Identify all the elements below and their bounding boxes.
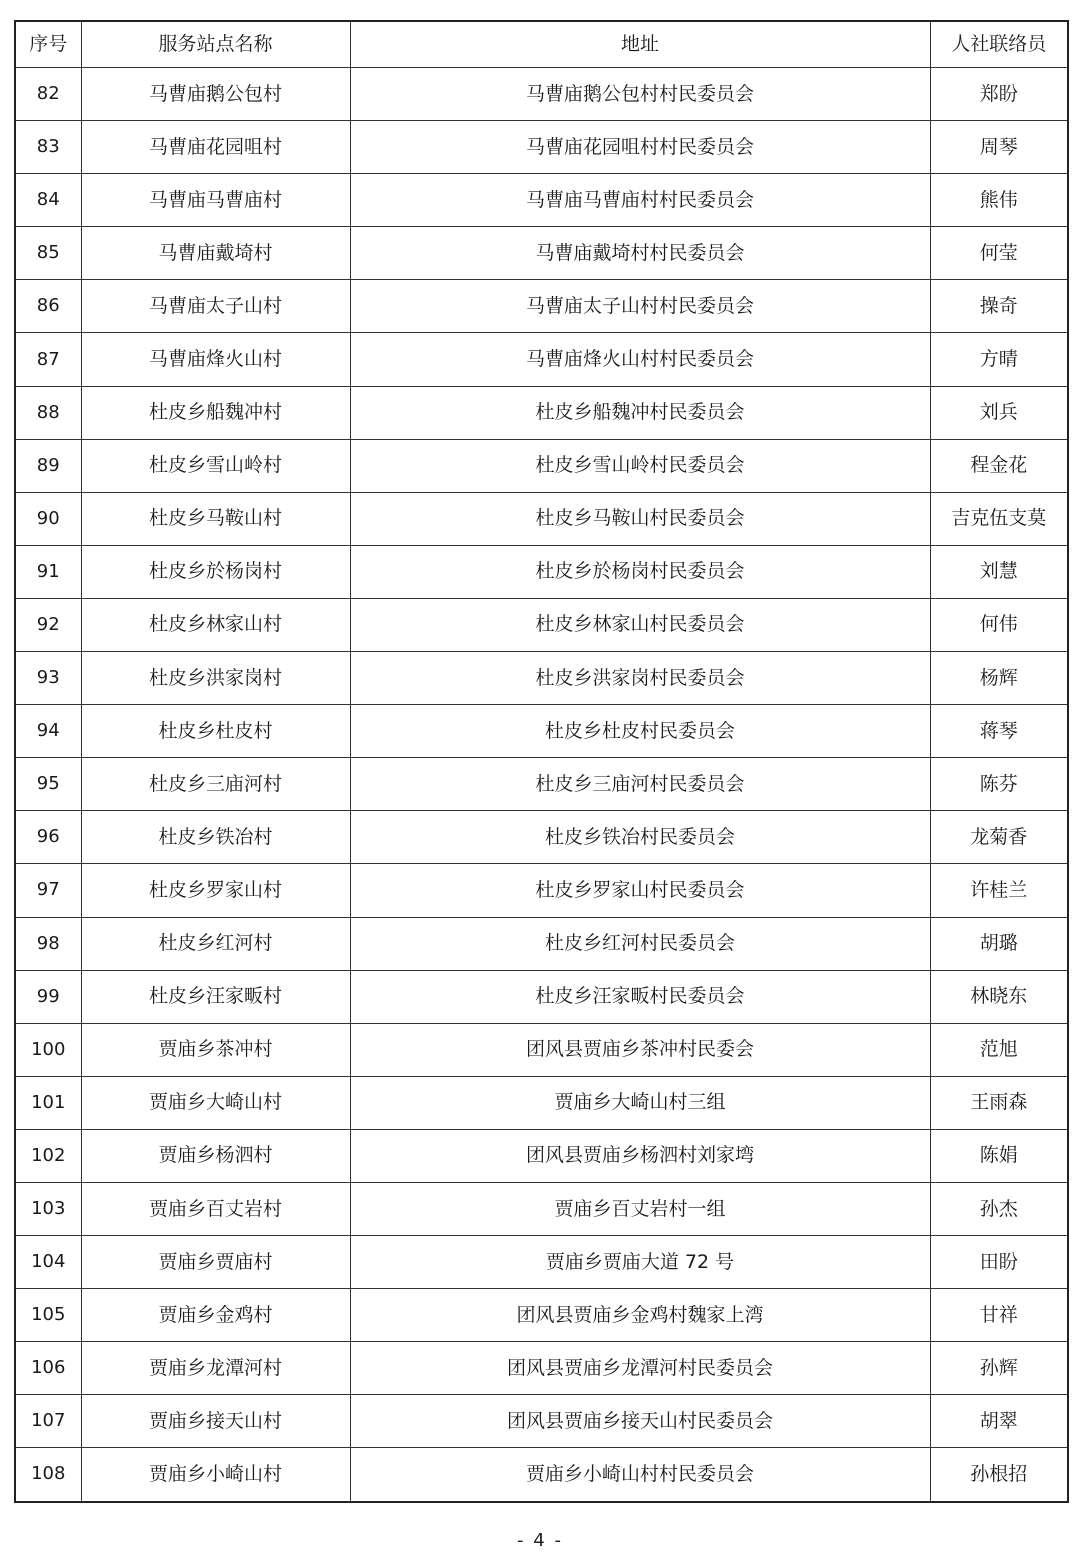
cell-station-name: 杜皮乡船魏冲村 (81, 386, 350, 439)
cell-address: 杜皮乡杜皮村民委员会 (350, 705, 930, 758)
cell-num: 92 (15, 598, 81, 651)
cell-num: 90 (15, 492, 81, 545)
cell-station-name: 马曹庙马曹庙村 (81, 174, 350, 227)
cell-address: 团风县贾庙乡杨泗村刘家塆 (350, 1129, 930, 1182)
cell-contact: 孙根招 (930, 1448, 1068, 1502)
cell-contact: 陈芬 (930, 758, 1068, 811)
table-row (15, 1448, 1068, 1502)
cell-contact: 孙杰 (930, 1182, 1068, 1235)
cell-station-name: 贾庙乡接天山村 (81, 1395, 350, 1448)
cell-contact: 王雨森 (930, 1076, 1068, 1129)
table-row (15, 121, 1068, 174)
cell-num: 101 (15, 1076, 81, 1129)
cell-station-name: 贾庙乡龙潭河村 (81, 1342, 350, 1395)
header-address: 地址 (350, 21, 930, 68)
cell-address: 贾庙乡大崎山村三组 (350, 1076, 930, 1129)
cell-address: 杜皮乡林家山村民委员会 (350, 598, 930, 651)
table-row (15, 864, 1068, 917)
cell-num: 108 (15, 1448, 81, 1502)
cell-address: 杜皮乡红河村民委员会 (350, 917, 930, 970)
table-row (15, 1342, 1068, 1395)
cell-num: 82 (15, 68, 81, 121)
cell-station-name: 杜皮乡杜皮村 (81, 705, 350, 758)
cell-contact: 孙辉 (930, 1342, 1068, 1395)
cell-num: 102 (15, 1129, 81, 1182)
cell-contact: 甘祥 (930, 1289, 1068, 1342)
table-row (15, 758, 1068, 811)
page-number: - 4 - (517, 1530, 563, 1551)
cell-num: 89 (15, 439, 81, 492)
table-row (15, 1023, 1068, 1076)
cell-contact: 林晓东 (930, 970, 1068, 1023)
cell-address: 杜皮乡洪家岗村民委员会 (350, 652, 930, 705)
cell-address: 杜皮乡马鞍山村民委员会 (350, 492, 930, 545)
table-body (15, 68, 1068, 1502)
cell-address: 杜皮乡船魏冲村民委员会 (350, 386, 930, 439)
table-row (15, 68, 1068, 121)
table-row (15, 1289, 1068, 1342)
cell-address: 贾庙乡百丈岩村一组 (350, 1182, 930, 1235)
table-row (15, 652, 1068, 705)
cell-num: 100 (15, 1023, 81, 1076)
cell-num: 99 (15, 970, 81, 1023)
table-row (15, 386, 1068, 439)
cell-contact: 龙菊香 (930, 811, 1068, 864)
header-num: 序号 (15, 21, 81, 68)
cell-station-name: 杜皮乡铁冶村 (81, 811, 350, 864)
cell-contact: 何伟 (930, 598, 1068, 651)
table-row (15, 1236, 1068, 1289)
cell-num: 85 (15, 227, 81, 280)
table-row (15, 811, 1068, 864)
cell-address: 杜皮乡汪家畈村民委员会 (350, 970, 930, 1023)
cell-station-name: 杜皮乡林家山村 (81, 598, 350, 651)
table-row (15, 1395, 1068, 1448)
cell-contact: 方晴 (930, 333, 1068, 386)
cell-contact: 蒋琴 (930, 705, 1068, 758)
cell-address: 马曹庙鹅公包村村民委员会 (350, 68, 930, 121)
cell-address: 团风县贾庙乡接天山村民委员会 (350, 1395, 930, 1448)
table-row (15, 492, 1068, 545)
cell-contact: 杨辉 (930, 652, 1068, 705)
cell-num: 96 (15, 811, 81, 864)
cell-station-name: 杜皮乡罗家山村 (81, 864, 350, 917)
cell-num: 93 (15, 652, 81, 705)
table-row (15, 227, 1068, 280)
cell-address: 杜皮乡三庙河村民委员会 (350, 758, 930, 811)
cell-station-name: 贾庙乡茶冲村 (81, 1023, 350, 1076)
cell-station-name: 贾庙乡百丈岩村 (81, 1182, 350, 1235)
cell-station-name: 杜皮乡汪家畈村 (81, 970, 350, 1023)
cell-address: 团风县贾庙乡龙潭河村民委员会 (350, 1342, 930, 1395)
cell-contact: 周琴 (930, 121, 1068, 174)
service-station-table (14, 20, 1069, 1503)
cell-station-name: 马曹庙烽火山村 (81, 333, 350, 386)
cell-address: 杜皮乡铁冶村民委员会 (350, 811, 930, 864)
cell-station-name: 马曹庙戴埼村 (81, 227, 350, 280)
cell-contact: 胡璐 (930, 917, 1068, 970)
cell-contact: 胡翠 (930, 1395, 1068, 1448)
cell-num: 94 (15, 705, 81, 758)
header-contact: 人社联络员 (930, 21, 1068, 68)
cell-station-name: 杜皮乡红河村 (81, 917, 350, 970)
table-header-row (15, 21, 1068, 68)
cell-station-name: 杜皮乡洪家岗村 (81, 652, 350, 705)
table-row (15, 545, 1068, 598)
cell-contact: 熊伟 (930, 174, 1068, 227)
cell-contact: 程金花 (930, 439, 1068, 492)
cell-num: 105 (15, 1289, 81, 1342)
table-row (15, 1182, 1068, 1235)
cell-num: 106 (15, 1342, 81, 1395)
cell-address: 团风县贾庙乡茶冲村民委会 (350, 1023, 930, 1076)
cell-contact: 范旭 (930, 1023, 1068, 1076)
cell-station-name: 马曹庙太子山村 (81, 280, 350, 333)
cell-contact: 许桂兰 (930, 864, 1068, 917)
cell-station-name: 杜皮乡三庙河村 (81, 758, 350, 811)
cell-address: 贾庙乡贾庙大道 72 号 (350, 1236, 930, 1289)
cell-station-name: 贾庙乡金鸡村 (81, 1289, 350, 1342)
cell-address: 马曹庙烽火山村村民委员会 (350, 333, 930, 386)
cell-station-name: 贾庙乡大崎山村 (81, 1076, 350, 1129)
cell-num: 103 (15, 1182, 81, 1235)
cell-contact: 吉克伍支莫 (930, 492, 1068, 545)
cell-num: 88 (15, 386, 81, 439)
cell-address: 马曹庙太子山村村民委员会 (350, 280, 930, 333)
table-row (15, 1076, 1068, 1129)
cell-station-name: 贾庙乡贾庙村 (81, 1236, 350, 1289)
table-row (15, 917, 1068, 970)
table-row (15, 705, 1068, 758)
cell-contact: 田盼 (930, 1236, 1068, 1289)
cell-address: 杜皮乡罗家山村民委员会 (350, 864, 930, 917)
cell-num: 87 (15, 333, 81, 386)
cell-contact: 陈娟 (930, 1129, 1068, 1182)
cell-address: 团风县贾庙乡金鸡村魏家上湾 (350, 1289, 930, 1342)
cell-address: 贾庙乡小崎山村村民委员会 (350, 1448, 930, 1502)
cell-num: 91 (15, 545, 81, 598)
cell-contact: 刘兵 (930, 386, 1068, 439)
cell-contact: 郑盼 (930, 68, 1068, 121)
cell-num: 97 (15, 864, 81, 917)
cell-address: 杜皮乡於杨岗村民委员会 (350, 545, 930, 598)
roster-sheet (14, 20, 1067, 1503)
cell-station-name: 杜皮乡马鞍山村 (81, 492, 350, 545)
table-row (15, 598, 1068, 651)
cell-num: 83 (15, 121, 81, 174)
cell-address: 杜皮乡雪山岭村民委员会 (350, 439, 930, 492)
table-row (15, 280, 1068, 333)
table-row (15, 970, 1068, 1023)
cell-num: 98 (15, 917, 81, 970)
table-row (15, 439, 1068, 492)
cell-num: 104 (15, 1236, 81, 1289)
cell-station-name: 马曹庙鹅公包村 (81, 68, 350, 121)
header-station-name: 服务站点名称 (81, 21, 350, 68)
cell-address: 马曹庙戴埼村村民委员会 (350, 227, 930, 280)
cell-contact: 操奇 (930, 280, 1068, 333)
cell-num: 84 (15, 174, 81, 227)
cell-station-name: 贾庙乡杨泗村 (81, 1129, 350, 1182)
cell-contact: 何莹 (930, 227, 1068, 280)
cell-num: 95 (15, 758, 81, 811)
cell-num: 86 (15, 280, 81, 333)
table-row (15, 333, 1068, 386)
table-row (15, 174, 1068, 227)
cell-station-name: 杜皮乡雪山岭村 (81, 439, 350, 492)
cell-station-name: 贾庙乡小崎山村 (81, 1448, 350, 1502)
cell-contact: 刘慧 (930, 545, 1068, 598)
cell-address: 马曹庙花园咀村村民委员会 (350, 121, 930, 174)
cell-station-name: 杜皮乡於杨岗村 (81, 545, 350, 598)
cell-station-name: 马曹庙花园咀村 (81, 121, 350, 174)
cell-address: 马曹庙马曹庙村村民委员会 (350, 174, 930, 227)
cell-num: 107 (15, 1395, 81, 1448)
table-row (15, 1129, 1068, 1182)
